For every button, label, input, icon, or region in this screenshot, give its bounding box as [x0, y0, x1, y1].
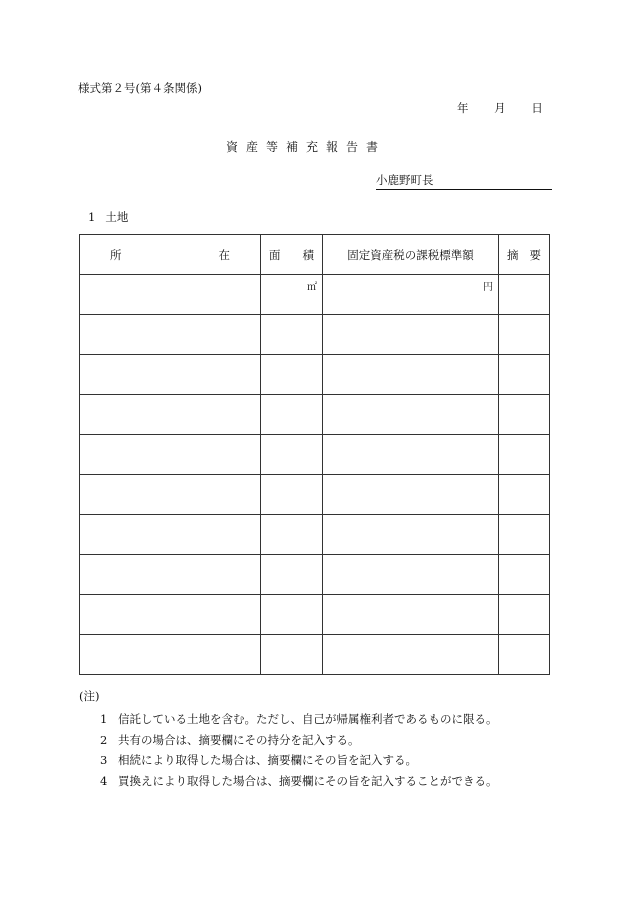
cell-remarks[interactable]	[499, 315, 550, 355]
cell-location[interactable]	[80, 475, 261, 515]
section-title: 土地	[105, 210, 129, 224]
cell-value[interactable]	[323, 315, 499, 355]
addressee: 小鹿野町長	[376, 172, 552, 190]
table-row	[80, 435, 550, 475]
note-item: 3 相続により取得した場合は、摘要欄にその旨を記入する。	[100, 753, 417, 767]
cell-location[interactable]	[80, 635, 261, 675]
note-item: 2 共有の場合は、摘要欄にその持分を記入する。	[100, 733, 360, 747]
cell-location[interactable]	[80, 315, 261, 355]
cell-area[interactable]	[261, 435, 323, 475]
note-item: 1 信託している土地を含む。ただし、自己が帰属権利者であるものに限る。	[100, 712, 498, 726]
cell-area[interactable]	[261, 595, 323, 635]
area-unit-label: ㎡	[307, 282, 317, 293]
cell-remarks[interactable]	[499, 555, 550, 595]
notes-heading: (注)	[79, 689, 100, 703]
table-row	[80, 595, 550, 635]
cell-location[interactable]	[80, 435, 261, 475]
cell-area[interactable]	[261, 475, 323, 515]
cell-location[interactable]	[80, 275, 261, 315]
cell-area[interactable]	[261, 395, 323, 435]
table-row	[80, 315, 550, 355]
table-row	[80, 635, 550, 675]
note-item: 4 買換えにより取得した場合は、摘要欄にその旨を記入することができる。	[100, 774, 498, 788]
cell-value[interactable]	[323, 515, 499, 555]
header-location: 所 在	[80, 235, 261, 275]
cell-location[interactable]	[80, 555, 261, 595]
table-row	[80, 275, 550, 315]
cell-location[interactable]	[80, 395, 261, 435]
cell-area[interactable]	[261, 515, 323, 555]
table-row	[80, 555, 550, 595]
cell-area[interactable]	[261, 555, 323, 595]
cell-area[interactable]	[261, 635, 323, 675]
cell-location[interactable]	[80, 355, 261, 395]
cell-value[interactable]	[323, 595, 499, 635]
table-row	[80, 515, 550, 555]
cell-value[interactable]	[323, 395, 499, 435]
header-assessed-value: 固定資産税の課税標準額	[323, 235, 499, 275]
cell-area[interactable]	[261, 355, 323, 395]
table-body	[80, 275, 550, 675]
cell-value[interactable]	[323, 555, 499, 595]
cell-remarks[interactable]	[499, 515, 550, 555]
cell-value[interactable]	[323, 355, 499, 395]
cell-remarks[interactable]	[499, 475, 550, 515]
cell-value[interactable]	[323, 435, 499, 475]
cell-remarks[interactable]	[499, 275, 550, 315]
cell-remarks[interactable]	[499, 435, 550, 475]
table-header-row	[80, 235, 550, 275]
table-row	[80, 475, 550, 515]
date-line	[457, 100, 543, 116]
cell-value[interactable]	[323, 275, 499, 315]
section-number: 1	[88, 210, 96, 224]
cell-remarks[interactable]	[499, 355, 550, 395]
cell-remarks[interactable]	[499, 395, 550, 435]
cell-area[interactable]	[261, 275, 323, 315]
cell-area[interactable]	[261, 315, 323, 355]
table-row	[80, 355, 550, 395]
value-unit-label: 円	[483, 282, 493, 293]
date-month-label: 月	[494, 101, 506, 115]
document-title: 資産等補充報告書	[226, 140, 387, 154]
form-number: 様式第２号(第４条関係)	[78, 81, 202, 95]
header-area: 面 積	[261, 235, 323, 275]
date-day-label: 日	[531, 101, 543, 115]
date-year-label: 年	[457, 101, 469, 115]
cell-location[interactable]	[80, 595, 261, 635]
cell-location[interactable]	[80, 515, 261, 555]
table-row	[80, 395, 550, 435]
header-remarks: 摘 要	[499, 235, 550, 275]
cell-remarks[interactable]	[499, 595, 550, 635]
land-table	[79, 234, 550, 675]
cell-value[interactable]	[323, 635, 499, 675]
cell-value[interactable]	[323, 475, 499, 515]
cell-remarks[interactable]	[499, 635, 550, 675]
section-heading	[88, 209, 128, 225]
